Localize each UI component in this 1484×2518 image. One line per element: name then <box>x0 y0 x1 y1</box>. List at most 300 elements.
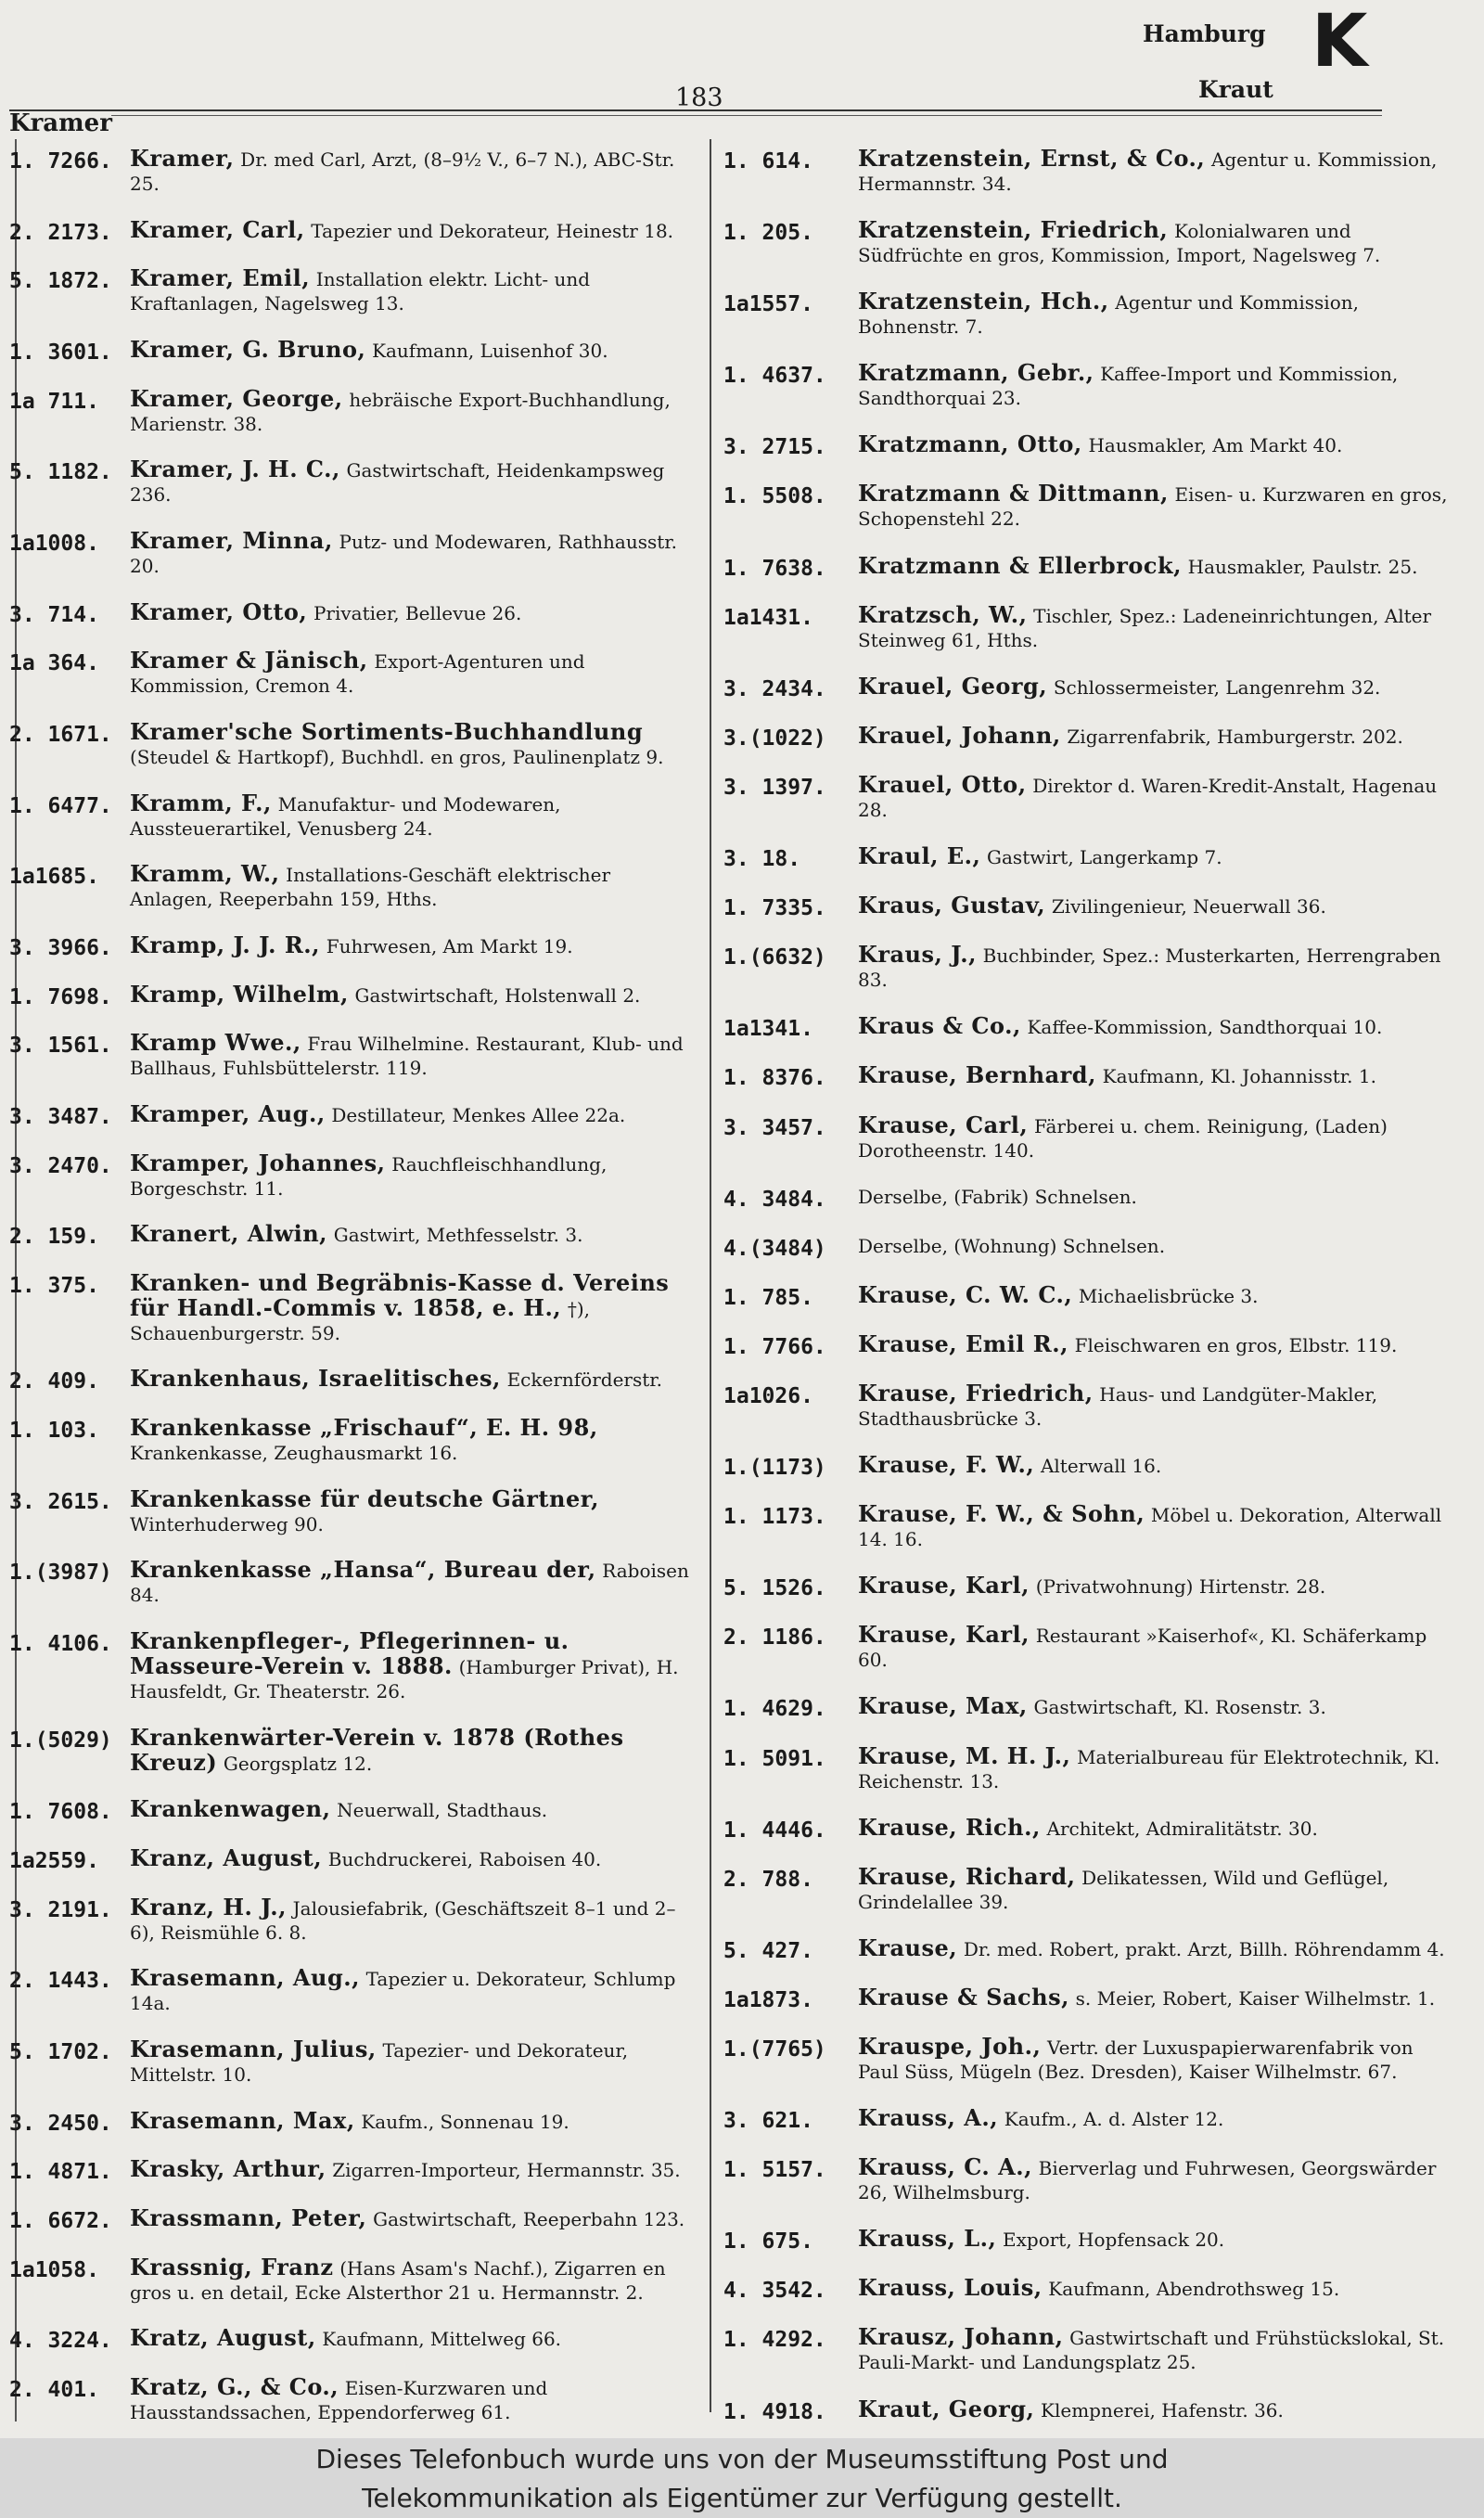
phone-number: 5. 1526. <box>723 1576 826 1601</box>
directory-entry <box>9 1895 691 1945</box>
subscriber-name: Kraus, Gustav, <box>858 892 1046 919</box>
entry-text <box>858 2397 1456 2422</box>
subscriber-name: Krause, Richard, <box>858 1862 1076 1890</box>
footer-line-1: Dieses Telefonbuch wurde uns von der Museumsstiftung Post und <box>315 2444 1169 2474</box>
directory-entry <box>9 335 691 365</box>
subscriber-detail: Kaffee-Import und Kommission, Sandthorquai 23. <box>858 363 1399 410</box>
phone-number: 3. 2715. <box>723 435 826 460</box>
subscriber-detail: Kaufmann, Kl. Johannisstr. 1. <box>1102 1065 1376 1088</box>
entry-text <box>130 1367 691 1392</box>
entry-text <box>858 2325 1456 2374</box>
directory-entry <box>9 266 691 315</box>
directory-entry <box>9 1222 691 1249</box>
subscriber-name: Kramper, Johannes, <box>130 1149 386 1176</box>
subscriber-detail: Installations-Geschäft elektrischer Anlagen, Reeperbahn 159, Hths. <box>130 864 611 911</box>
entry-text <box>130 1797 691 1822</box>
directory-entry <box>723 1280 1456 1310</box>
subscriber-name: Kramer, George, <box>130 384 343 412</box>
subscriber-detail: Privatier, Bellevue 26. <box>313 601 522 624</box>
phone-number: 1. 614. <box>723 149 813 173</box>
running-head-right: Kraut <box>1198 76 1273 103</box>
entry-text <box>858 893 1456 919</box>
directory-entry <box>723 289 1456 339</box>
entry-text <box>858 1694 1456 1719</box>
subscriber-detail: Installation elektr. Licht- und Kraftanlagen, Nagelsweg 13. <box>130 268 591 315</box>
entry-text <box>130 1222 691 1247</box>
subscriber-name: Kramer, <box>130 145 235 172</box>
entry-text <box>858 1574 1456 1599</box>
subscriber-detail: s. Meier, Robert, Kaiser Wilhelmstr. 1. <box>1075 1986 1436 2010</box>
directory-entry <box>9 147 691 196</box>
entry-text <box>130 2037 691 2087</box>
section-letter: K <box>1311 0 1368 84</box>
subscriber-name: Krauss, C. A., <box>858 2153 1032 2181</box>
phone-number: 1. 4629. <box>723 1697 826 1722</box>
directory-entry <box>723 1502 1456 1551</box>
directory-entry <box>723 1862 1456 1914</box>
entry-text <box>858 674 1456 700</box>
subscriber-detail: Georgsplatz 12. <box>223 1752 373 1775</box>
header-rule <box>9 109 1382 111</box>
phone-number: 1a1026. <box>723 1383 813 1408</box>
directory-entry <box>723 1332 1456 1359</box>
phone-number: 1. 7335. <box>723 896 826 921</box>
entry-text <box>130 1268 691 1345</box>
directory-entry <box>723 943 1456 992</box>
entry-text <box>130 2106 691 2134</box>
subscriber-name: Kraut, Georg, <box>858 2395 1035 2422</box>
phone-number: 5. 427. <box>723 1938 813 1963</box>
subscriber-detail: Direktor d. Waren-Kredit-Anstalt, Hagenau 28. <box>858 774 1438 821</box>
subscriber-detail: Klempnerei, Hafenstr. 36. <box>1041 2398 1284 2422</box>
entry-text <box>130 147 691 196</box>
directory-entry <box>723 432 1456 459</box>
subscriber-detail: Fleischwaren en gros, Elbstr. 119. <box>1074 1333 1398 1356</box>
directory-entry <box>723 770 1456 822</box>
phone-number: 4.(3484) <box>723 1236 826 1261</box>
phone-number: 3. 3487. <box>9 1104 112 1129</box>
subscriber-name: Krause, C. W. C., <box>858 1280 1073 1308</box>
page-number: 183 <box>675 84 723 112</box>
entry-text <box>858 844 1456 869</box>
entry-text <box>858 1502 1456 1551</box>
subscriber-name: Kratzenstein, Ernst, & Co., <box>858 145 1206 172</box>
phone-number: 1a1873. <box>723 1987 813 2012</box>
phone-number: 3. 1397. <box>723 775 826 800</box>
phone-number: 2. 1671. <box>9 722 112 747</box>
subscriber-detail: Möbel u. Dekoration, Alterwall 14. 16. <box>858 1504 1442 1551</box>
subscriber-name: Krause, Emil R., <box>858 1330 1068 1357</box>
subscriber-detail: Derselbe, (Wohnung) Schnelsen. <box>858 1234 1166 1257</box>
subscriber-name: Krause, <box>858 1933 958 1961</box>
entry-text <box>858 721 1456 749</box>
directory-entry <box>723 674 1456 701</box>
subscriber-name: Kratzmann, Gebr., <box>858 359 1094 387</box>
subscriber-detail: Putz- und Modewaren, Rathhausstr. 20. <box>130 530 677 577</box>
subscriber-detail: Michaelisbrücke 3. <box>1078 1284 1259 1307</box>
entry-text <box>858 289 1456 339</box>
subscriber-name: Krause, Friedrich, <box>858 1379 1094 1407</box>
subscriber-detail: Zigarrenfabrik, Hamburgerstr. 202. <box>1067 725 1403 748</box>
entry-text <box>858 1623 1456 1672</box>
subscriber-detail: Dr. med Carl, Arzt, (8–9½ V., 6–7 N.), ABC-Str. 25. <box>130 148 675 195</box>
directory-entry <box>9 1846 691 1873</box>
directory-entry <box>723 2155 1456 2204</box>
phone-number: 2. 401. <box>9 2377 99 2402</box>
phone-number: 5. 1872. <box>9 269 112 294</box>
entry-text <box>130 717 691 769</box>
phone-number: 1. 4918. <box>723 2399 826 2424</box>
phone-number: 1a1431. <box>723 605 813 630</box>
entry-text <box>130 384 691 436</box>
directory-entry <box>9 1723 691 1776</box>
phone-number: 1a2559. <box>9 1849 99 1874</box>
subscriber-detail: Jalousiefabrik, (Geschäftszeit 8–1 und 2–6), Reismühle 6. 8. <box>130 1896 676 1944</box>
directory-entry <box>9 1099 691 1129</box>
phone-number: 1. 205. <box>723 221 813 246</box>
phone-number: 2. 1186. <box>723 1625 826 1651</box>
subscriber-name: Kramp, Wilhelm, <box>130 980 349 1008</box>
subscriber-detail: Winterhuderweg 90. <box>130 1512 324 1535</box>
running-head-city: Hamburg <box>1143 20 1266 47</box>
phone-number: 1a1341. <box>723 1017 813 1042</box>
entry-text <box>858 2035 1456 2084</box>
directory-entry <box>9 457 691 507</box>
directory-entry <box>9 1966 691 2015</box>
header-rule-thin <box>111 115 1382 116</box>
entry-text <box>130 597 691 625</box>
subscriber-name: Krause, Karl, <box>858 1572 1030 1599</box>
phone-number: 1.(7765) <box>723 2037 826 2062</box>
subscriber-name: Krause, F. W., & Sohn, <box>858 1500 1145 1528</box>
entry-text <box>130 335 691 363</box>
phone-number: 1. 5091. <box>723 1746 826 1771</box>
subscriber-detail: (Hamburger Privat), H. Hausfeldt, Gr. Theaterstr. 26. <box>130 1656 679 1703</box>
subscriber-detail: Kaufm., Sonnenau 19. <box>361 2110 569 2133</box>
subscriber-name: Krasemann, Max, <box>130 2106 355 2134</box>
subscriber-detail: Schlossermeister, Langenrehm 32. <box>1053 675 1381 699</box>
running-head-left: Kramer <box>9 109 112 137</box>
phone-number: 2. 2173. <box>9 220 112 245</box>
directory-entry <box>723 1985 1456 2012</box>
directory-entry <box>723 1113 1456 1163</box>
footer-line-2: Telekommunikation als Eigentümer zur Verfügung gestellt. <box>362 2483 1122 2513</box>
subscriber-name: Kratzenstein, Hch., <box>858 288 1109 315</box>
subscriber-detail: Haus- und Landgüter-Makler, Stadthausbrücke 3. <box>858 1382 1378 1430</box>
directory-entry <box>9 1416 691 1465</box>
entry-text <box>130 1151 691 1201</box>
entry-text <box>858 1933 1456 1961</box>
phone-number: 3. 2450. <box>9 2111 112 2136</box>
phone-number: 3. 2434. <box>723 676 826 701</box>
subscriber-name: Krasemann, Julius, <box>130 2036 377 2063</box>
subscriber-name: Kraus & Co., <box>858 1012 1021 1040</box>
entry-text <box>130 526 691 578</box>
subscriber-name: Kramm, F., <box>130 789 272 816</box>
subscriber-name: Krause, Max, <box>858 1692 1028 1720</box>
phone-number: 1. 7266. <box>9 149 112 173</box>
subscriber-detail: Hausmakler, Am Markt 40. <box>1088 434 1343 457</box>
subscriber-name: Kramper, Aug., <box>130 1099 326 1127</box>
subscriber-detail: Restaurant »Kaiserhof«, Kl. Schäferkamp 60. <box>858 1625 1427 1672</box>
phone-number: 3. 3966. <box>9 935 112 960</box>
entry-text <box>130 1099 691 1127</box>
entry-text <box>130 2372 691 2424</box>
subscriber-detail: Eisen- u. Kurzwaren en gros, Schopenstehl 22. <box>858 483 1448 531</box>
subscriber-name: Kramer, G. Bruno, <box>130 335 366 363</box>
subscriber-name: Krause, F. W., <box>858 1451 1035 1479</box>
entry-text <box>130 1895 691 1945</box>
directory-entry <box>9 2255 691 2305</box>
subscriber-name: Kratzenstein, Friedrich, <box>858 216 1169 244</box>
phone-number: 1.(1173) <box>723 1456 826 1481</box>
entry-text <box>858 361 1456 410</box>
entry-text <box>130 791 691 841</box>
phone-number: 1. 6672. <box>9 2209 112 2233</box>
directory-entry <box>9 1367 691 1394</box>
phone-number: 1. 4292. <box>723 2328 826 2353</box>
entry-text <box>130 2326 691 2351</box>
subscriber-detail: Kolonialwaren und Südfrüchte en gros, Kommission, Import, Nagelsweg 7. <box>858 220 1381 267</box>
directory-entry <box>9 717 691 769</box>
phone-number: 1. 7638. <box>723 556 826 581</box>
entry-text <box>858 770 1456 822</box>
directory-entry <box>9 526 691 578</box>
subscriber-detail: Gastwirtschaft, Reeperbahn 123. <box>373 2208 685 2230</box>
directory-entry <box>9 1484 691 1536</box>
phone-number: 3. 2615. <box>9 1489 112 1514</box>
phone-number: 1. 7698. <box>9 984 112 1009</box>
subscriber-name: Kranz, H. J., <box>130 1893 287 1921</box>
subscriber-detail: Gastwirtschaft, Holstenwall 2. <box>354 983 641 1007</box>
subscriber-detail: †), Schauenburgerstr. 59. <box>130 1297 591 1344</box>
phone-number: 1.(3987) <box>9 1561 112 1586</box>
entry-text <box>858 600 1456 652</box>
directory-entry <box>723 1741 1456 1793</box>
directory-entry <box>723 2325 1456 2374</box>
directory-entry <box>9 933 691 960</box>
entry-text <box>858 1453 1456 1478</box>
subscriber-detail: Alterwall 16. <box>1040 1455 1162 1478</box>
subscriber-detail: Eckernförderstr. <box>506 1368 662 1392</box>
entry-text <box>130 1966 691 2015</box>
subscriber-detail: Zigarren-Importeur, Hermannstr. 35. <box>332 2159 681 2182</box>
phone-number: 1. 1173. <box>723 1505 826 1530</box>
entry-text <box>130 933 691 958</box>
entry-text <box>858 2155 1456 2204</box>
entry-text <box>130 1723 691 1776</box>
subscriber-name: Kramer & Jänisch, <box>130 647 368 674</box>
directory-entry <box>9 980 691 1009</box>
entry-text <box>858 2276 1456 2301</box>
subscriber-detail: Rauchfleischhandlung, Borgeschstr. 11. <box>130 1152 608 1200</box>
directory-entry <box>9 2206 691 2233</box>
directory-entry <box>9 2106 691 2136</box>
subscriber-detail: Vertr. der Luxuspapierwarenfabrik von Paul Süss, Mügeln (Bez. Dresden), Kaiser Wilhelmstr. 67. <box>858 2036 1414 2083</box>
directory-entry <box>723 1574 1456 1600</box>
subscriber-name: Krause, Karl, <box>858 1621 1030 1649</box>
subscriber-detail: Buchdruckerei, Raboisen 40. <box>327 1848 602 1871</box>
subscriber-name: Krauss, L., <box>858 2225 997 2253</box>
subscriber-detail: Gastwirtschaft, Heidenkampsweg 236. <box>130 459 665 507</box>
directory-entry <box>9 1151 691 1201</box>
subscriber-detail: Tapezier und Dekorateur, Heinestr 18. <box>311 219 674 242</box>
phone-number: 1.(5029) <box>9 1728 112 1753</box>
phone-number: 3. 18. <box>723 847 801 872</box>
subscriber-detail: Hausmakler, Paulstr. 25. <box>1187 555 1418 578</box>
subscriber-name: Kratzsch, W., <box>858 600 1028 628</box>
phone-number: 1. 103. <box>9 1419 99 1444</box>
directory-entry <box>9 791 691 841</box>
entry-text <box>130 2206 691 2231</box>
subscriber-name: Krause, Carl, <box>858 1111 1029 1138</box>
phone-number: 1. 5157. <box>723 2158 826 2183</box>
entry-text <box>858 1813 1456 1841</box>
subscriber-name: Kratzmann & Dittmann, <box>858 480 1169 507</box>
column-divider <box>710 139 711 2412</box>
entry-text <box>130 1558 691 1607</box>
subscriber-detail: Neuerwall, Stadthaus. <box>337 1799 548 1822</box>
subscriber-detail: Delikatessen, Wild und Geflügel, Grindelallee 39. <box>858 1866 1389 1913</box>
subscriber-detail: Kaufmann, Luisenhof 30. <box>372 339 608 362</box>
directory-entry <box>723 1063 1456 1090</box>
directory-entry <box>9 2372 691 2424</box>
subscriber-detail: Tischler, Spez.: Ladeneinrichtungen, Alter Steinweg 61, Hths. <box>858 604 1432 651</box>
subscriber-name: Krauel, Georg, <box>858 672 1048 700</box>
subscriber-name: Krause, M. H. J., <box>858 1741 1071 1769</box>
subscriber-name: Krassnig, Franz <box>130 2253 334 2280</box>
directory-entry <box>723 2035 1456 2084</box>
phone-number: 3. 2470. <box>9 1153 112 1178</box>
entry-text <box>858 482 1456 531</box>
directory-entry <box>9 2037 691 2087</box>
phone-number: 1. 7766. <box>723 1334 826 1359</box>
subscriber-name: Kramer, Carl, <box>130 215 305 243</box>
phone-number: 1.(6632) <box>723 945 826 970</box>
subscriber-detail: Gastwirt, Langerkamp 7. <box>987 846 1222 869</box>
subscriber-name: Krauss, Louis, <box>858 2274 1043 2302</box>
subscriber-detail: (Hans Asam's Nachf.), Zigarren en gros u. en detail, Ecke Alsterthor 21 u. Hermannstr. 2. <box>130 2256 666 2304</box>
right-column <box>723 147 1456 2424</box>
phone-number: 4. 3542. <box>723 2279 826 2304</box>
phone-number: 1. 3601. <box>9 340 112 365</box>
phone-number: 2. 409. <box>9 1369 99 1394</box>
subscriber-detail: (Privatwohnung) Hirtenstr. 28. <box>1035 1575 1326 1599</box>
subscriber-detail: Kaufm., A. d. Alster 12. <box>1004 2108 1224 2131</box>
entry-text <box>858 1234 1456 1258</box>
directory-entry <box>723 844 1456 871</box>
subscriber-name: Kramer, Emil, <box>130 264 311 292</box>
phone-number: 1. 5508. <box>723 484 826 509</box>
subscriber-name: Kraus, J., <box>858 941 977 969</box>
directory-entry <box>9 649 691 698</box>
directory-entry <box>9 215 691 245</box>
footer-notice <box>0 2438 1484 2518</box>
directory-entry <box>723 361 1456 410</box>
phone-number: 1a 364. <box>9 651 99 676</box>
entry-text <box>130 1846 691 1871</box>
directory-entry <box>723 721 1456 751</box>
directory-entry <box>723 147 1456 196</box>
directory-entry <box>723 1813 1456 1843</box>
subscriber-detail: Buchbinder, Spez.: Musterkarten, Herrengraben 83. <box>858 944 1441 992</box>
subscriber-name: Kramm, W., <box>130 860 280 888</box>
subscriber-name: Krauspe, Joh., <box>858 2033 1042 2060</box>
phone-number: 1. 4871. <box>9 2160 112 2185</box>
phone-number: 3. 621. <box>723 2109 813 2134</box>
subscriber-name: Kratzmann & Ellerbrock, <box>858 551 1182 579</box>
phone-number: 2. 788. <box>723 1867 813 1892</box>
subscriber-detail: hebräische Export-Buchhandlung, Marienstr. 38. <box>130 388 671 435</box>
subscriber-detail: Gastwirt, Methfesselstr. 3. <box>333 1224 583 1247</box>
subscriber-detail: Tapezier u. Dekorateur, Schlump 14a. <box>130 1968 676 2015</box>
phone-number: 1a 711. <box>9 389 99 414</box>
phone-number: 4. 3224. <box>9 2329 112 2354</box>
entry-text <box>858 943 1456 992</box>
subscriber-detail: Kaufmann, Mittelweg 66. <box>322 2328 562 2351</box>
directory-entry <box>9 1268 691 1345</box>
subscriber-name: Krausz, Johann, <box>858 2323 1064 2351</box>
subscriber-name: Krasemann, Aug., <box>130 1964 360 1992</box>
entry-text <box>130 1416 691 1465</box>
phone-number: 1a1685. <box>9 865 99 890</box>
subscriber-name: Kramp, J. J. R., <box>130 931 321 958</box>
entry-text <box>858 147 1456 196</box>
subscriber-name: Krause & Sachs, <box>858 1983 1069 2011</box>
directory-entry <box>723 2106 1456 2133</box>
directory-entry <box>9 1558 691 1607</box>
directory-entry <box>723 551 1456 581</box>
directory-entry <box>723 2227 1456 2254</box>
directory-entry <box>9 2157 691 2184</box>
entry-text <box>130 266 691 315</box>
subscriber-detail: Agentur u. Kommission, Hermannstr. 34. <box>858 148 1438 195</box>
phone-number: 5. 1702. <box>9 2040 112 2065</box>
phone-number: 3. 1561. <box>9 1034 112 1059</box>
subscriber-name: Kramer, Otto, <box>130 597 308 625</box>
subscriber-name: Kratz, G., & Co., <box>130 2372 339 2400</box>
subscriber-name: Kratzmann, Otto, <box>858 430 1082 458</box>
subscriber-detail: Destillateur, Menkes Allee 22a. <box>331 1103 626 1126</box>
phone-number: 1a1058. <box>9 2257 99 2282</box>
entry-text <box>858 1063 1456 1088</box>
directory-entry <box>723 1453 1456 1480</box>
subscriber-name: Kranz, August, <box>130 1844 323 1872</box>
phone-number: 1. 375. <box>9 1273 99 1298</box>
subscriber-detail: Kaffee-Kommission, Sandthorquai 10. <box>1027 1016 1383 1039</box>
subscriber-detail: (Steudel & Hartkopf), Buchhdl. en gros, Paulinenplatz 9. <box>130 745 664 768</box>
directory-entry <box>9 384 691 436</box>
subscriber-detail: Bierverlag und Fuhrwesen, Georgswärder 26, Wilhelmsburg. <box>858 2157 1437 2204</box>
directory-entry <box>723 600 1456 652</box>
entry-text <box>858 2227 1456 2252</box>
directory-entry <box>723 1694 1456 1721</box>
entry-text <box>858 1280 1456 1308</box>
subscriber-name: Kramer, J. H. C., <box>130 456 340 483</box>
entry-text <box>858 1985 1456 2011</box>
subscriber-name: Krankenkasse für deutsche Gärtner, <box>130 1484 599 1512</box>
phone-number: 3. 2191. <box>9 1897 112 1922</box>
phone-number: 1a1557. <box>723 292 813 317</box>
directory-entry <box>723 1381 1456 1431</box>
directory-entry <box>723 2276 1456 2303</box>
entry-text <box>858 1381 1456 1431</box>
subscriber-detail: Eisen-Kurzwaren und Hausstandssachen, Eppendorferweg 61. <box>130 2376 548 2423</box>
directory-entry <box>9 862 691 911</box>
subscriber-detail: Export-Agenturen und Kommission, Cremon 4. <box>130 650 585 698</box>
directory-entry <box>723 1014 1456 1041</box>
subscriber-name: Krankenkasse „Frischauf“, E. H. 98, <box>130 1414 598 1442</box>
